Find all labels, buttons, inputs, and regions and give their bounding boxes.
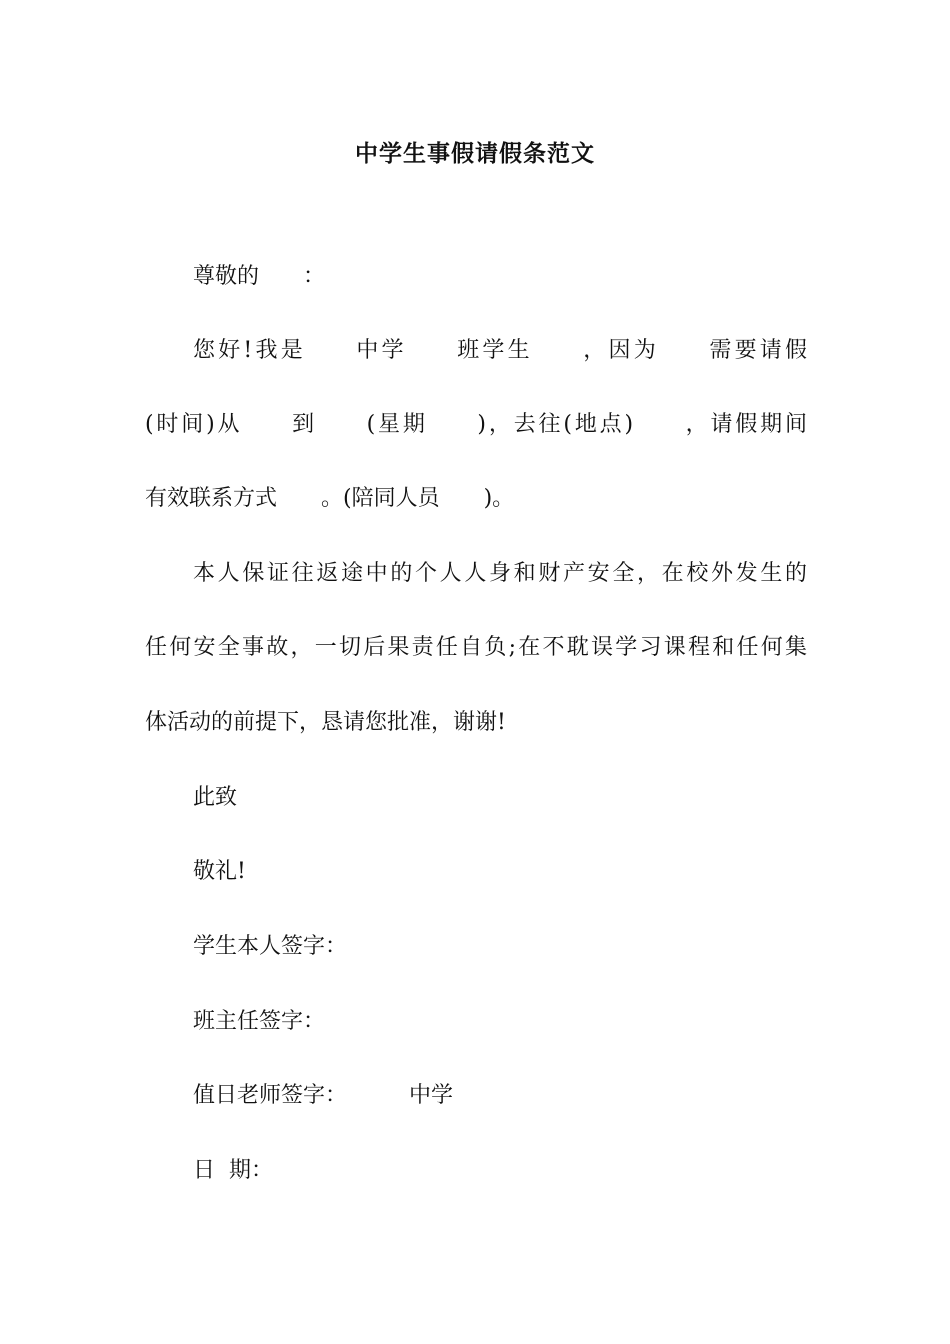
body-line-3: 有效联系方式 。(陪同人员 )。 <box>145 486 515 511</box>
document-title: 中学生事假请假条范文 <box>355 140 595 167</box>
closing-jingli: 敬礼! <box>193 859 246 884</box>
body-line-5: 任何安全事故，一切后果责任自负;在不耽误学习课程和任何集 <box>145 635 807 660</box>
body-line-2: (时间)从 到 (星期 )，去往(地点) ，请假期间 <box>145 412 807 437</box>
body-line-4: 本人保证往返途中的个人人身和财产安全，在校外发生的 <box>193 561 807 586</box>
closing-cizhi: 此致 <box>193 785 238 810</box>
school-suffix: 中学 <box>409 1083 454 1108</box>
head-teacher-signature-label: 班主任签字： <box>193 1009 326 1034</box>
student-signature-label: 学生本人签字： <box>193 934 348 959</box>
salutation: 尊敬的 ： <box>193 264 326 289</box>
body-line-6: 体活动的前提下，恳请您批准，谢谢! <box>145 710 506 735</box>
body-line-1: 您好!我是 中学 班学生 ，因为 需要请假 <box>193 338 807 363</box>
duty-teacher-signature-label: 值日老师签字： <box>193 1083 348 1108</box>
date-label: 日 期： <box>193 1158 273 1183</box>
